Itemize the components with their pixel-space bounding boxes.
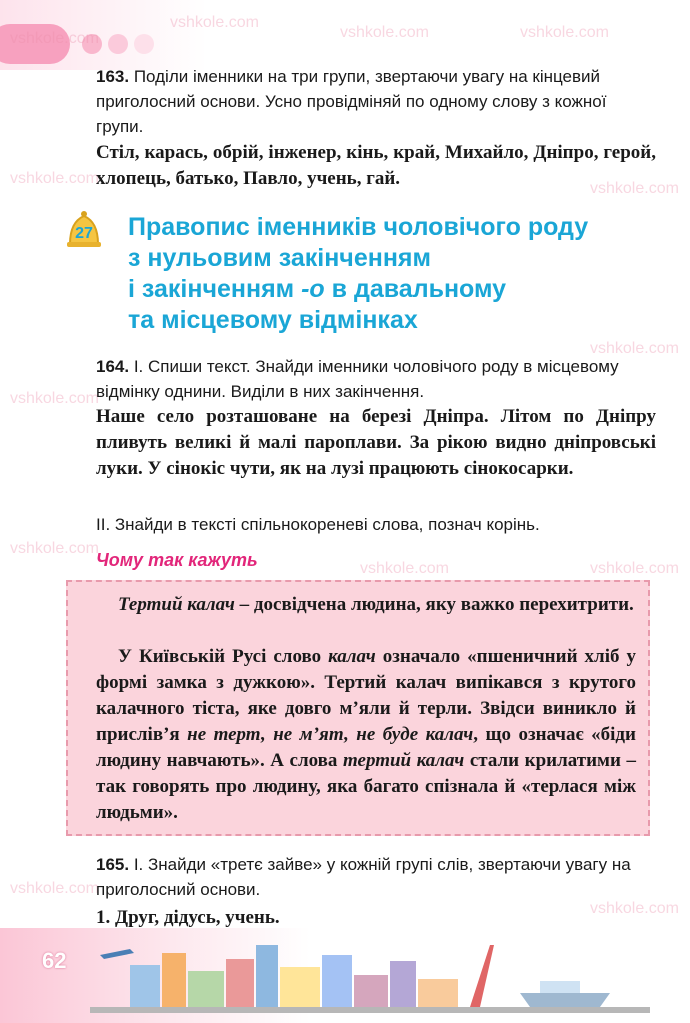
exercise-164-instruction-2: ІІ. Знайди в тексті спільнокореневі слова, познач корінь.	[96, 515, 540, 534]
exercise-163-instruction	[96, 64, 656, 139]
watermark: vshkole.com	[170, 14, 259, 31]
idiom: калач	[328, 646, 376, 667]
info-box-paragraph-1	[96, 592, 636, 618]
lesson-number: 27	[75, 225, 93, 242]
paragraph-text: стали крилатими – так говорять про людину, яка багато спізнала й «терлася між людьми».	[96, 750, 636, 823]
watermark: vshkole.com	[360, 560, 449, 577]
exercise-164-instruction	[96, 354, 656, 404]
title-text: в давальному	[324, 275, 507, 303]
exercise-number: 163.	[96, 67, 130, 86]
page-number: 62	[42, 948, 67, 973]
exercise-number: 164.	[96, 357, 130, 376]
instruction-text: Поділи іменники на три групи, звертаючи увагу на кінцевий приголосний основи. Усно провідміняй по одному слову з кожної групи.	[96, 67, 607, 136]
watermark: vshkole.com	[590, 560, 679, 577]
watermark: vshkole.com	[10, 540, 99, 557]
idiom: тертий калач	[342, 750, 465, 771]
lesson-title	[128, 212, 668, 336]
watermark: vshkole.com	[10, 30, 99, 47]
lesson-title-line: Правопис іменників чоловічого роду	[128, 213, 589, 241]
lesson-title-line	[128, 274, 668, 305]
exercise-163-words: Стіл, карась, обрій, інженер, кінь, край, Михайло, Дніпро, герой, хлопець, батько, Павло, учень, гай.	[96, 142, 656, 189]
title-ending: -о	[301, 275, 325, 303]
exercise-165-item-1: 1. Друг, дідусь, учень.	[96, 907, 280, 928]
proverb: не терт, не м’ят, не буде калач	[187, 724, 474, 745]
header-dot	[82, 34, 102, 54]
paragraph-text: – досвідчена людина, яку важко перехитрити.	[234, 594, 634, 615]
watermark: vshkole.com	[520, 24, 609, 41]
exercise-165-instruction	[96, 852, 656, 902]
watermark: vshkole.com	[590, 900, 679, 917]
idiom: Тертий калач	[118, 594, 235, 615]
header-decoration	[0, 0, 690, 70]
lesson-title-line: з нульовим закінченням	[128, 244, 432, 272]
exercise-164-text: Наше село розташоване на березі Дніпра. Літом по Дніпру пливуть великі й малі пароплави. За рікою видно дніпровські луки. У сінокіс чути, як на лузі працюють сінокосарки.	[96, 406, 656, 479]
watermark: vshkole.com	[590, 180, 679, 197]
paragraph-text: У Київській Русі слово	[118, 646, 329, 667]
info-box-paragraph-2	[96, 644, 636, 826]
instruction-text: І. Знайди «третє зайве» у кожній групі слів, звертаючи увагу на приголосний основи.	[96, 855, 631, 899]
bell-icon	[60, 206, 108, 254]
watermark: vshkole.com	[10, 170, 99, 187]
watermark: vshkole.com	[590, 340, 679, 357]
watermark: vshkole.com	[10, 880, 99, 897]
exercise-number: 165.	[96, 855, 130, 874]
lesson-title-line: та місцевому відмінках	[128, 306, 418, 334]
section-heading: Чому так кажуть	[96, 550, 258, 570]
city-illustration	[90, 935, 650, 1015]
instruction-text: І. Спиши текст. Знайди іменники чоловічого роду в місцевому відмінку однини. Виділи в них закінчення.	[96, 357, 619, 401]
header-dot	[108, 34, 128, 54]
paragraph-text: означало «пшеничний хліб у формі замка з дужкою». Тертий калач випікався з крутого калачного тіста, яке довго м’яли й терли. Звідси виникло й прислів’я	[96, 646, 636, 745]
watermark: vshkole.com	[10, 390, 99, 407]
header-pill	[0, 24, 70, 64]
paragraph-text: , що означає «біди людину навчають». А слова	[96, 724, 636, 771]
title-text: і закінченням	[128, 275, 302, 303]
watermark: vshkole.com	[340, 24, 429, 41]
header-dot	[134, 34, 154, 54]
